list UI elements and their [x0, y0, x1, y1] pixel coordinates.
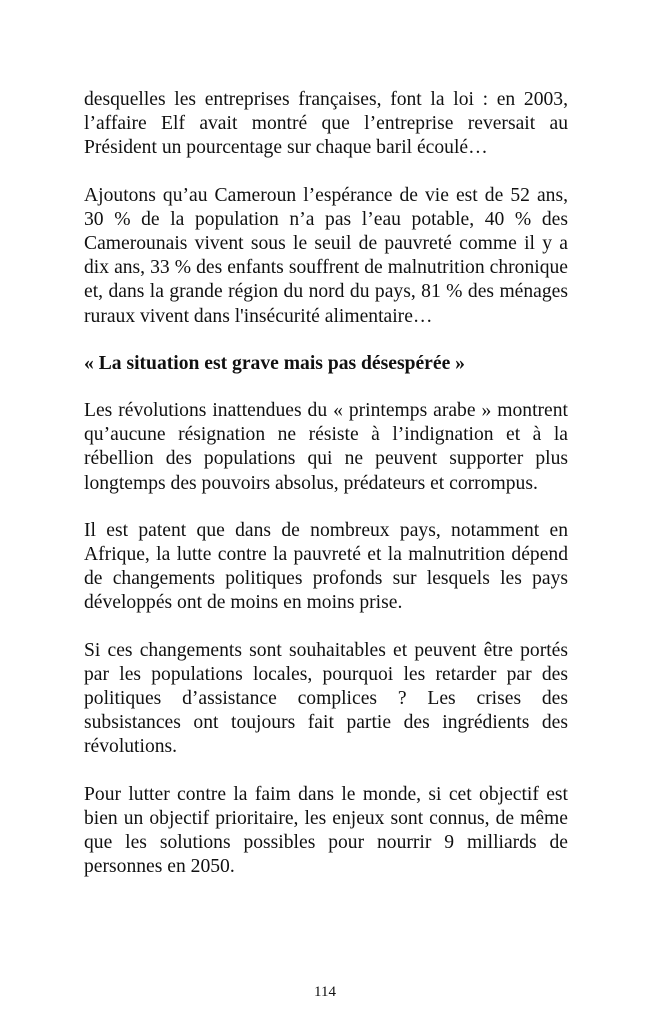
paragraph-africa-poverty: Il est patent que dans de nombreux pays, notamment en Afrique, la lutte contre la pauvreté et la malnutrition dépend de changements politiques profonds sur lesquels les pays développés ont de moins en moins prise. [84, 519, 568, 614]
page-number: 114 [314, 984, 336, 1000]
paragraph-cameroon-statistics: Ajoutons qu’au Cameroun l’espérance de vie est de 52 ans, 30 % de la population n’a pas l’eau potable, 40 % des Camerounais vivent sous le seuil de pauvreté comme il y a dix ans, 33 % des enfants souffrent de malnutrition chronique et, dans la grande région du nord du pays, 81 % des ménages ruraux vivent dans l'insécurité alimentaire… [84, 184, 568, 327]
paragraph-elf-affair: desquelles les entreprises françaises, font la loi : en 2003, l’affaire Elf avait montré que l’entreprise reversait au Président un pourcentage sur chaque baril écoulé… [84, 89, 568, 159]
paragraph-world-hunger: Pour lutter contre la faim dans le monde, si cet objectif est bien un objectif prioritaire, les enjeux sont connus, de même que les solutions possibles pour nourrir 9 milliards de personnes en 2050. [84, 783, 568, 878]
section-heading: « La situation est grave mais pas désespérée » [84, 352, 465, 374]
page-body [84, 88, 568, 902]
paragraph-arab-spring: Les révolutions inattendues du « printemps arabe » montrent qu’aucune résignation ne résiste à l’indignation et à la rébellion des populations qui ne peuvent supporter plus longtemps des pouvoirs absolus, prédateurs et corrompus. [84, 400, 568, 494]
paragraph-political-changes: Si ces changements sont souhaitables et peuvent être portés par les populations locales, pourquoi les retarder par des politiques d’assistance complices ? Les crises des subsistances ont toujours fait partie des ingrédients des révolutions. [84, 639, 568, 758]
